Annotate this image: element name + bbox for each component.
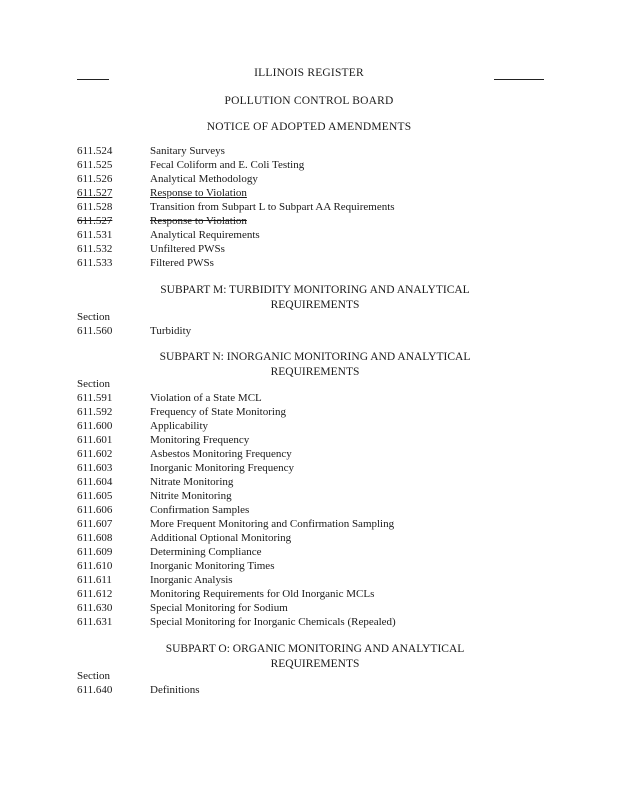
entry-number: 611.560	[77, 325, 113, 337]
entry-number: 611.532	[77, 243, 113, 255]
section-label: Section	[77, 670, 110, 682]
entry-title: Asbestos Monitoring Frequency	[150, 448, 292, 460]
entry-title: Filtered PWSs	[150, 257, 214, 269]
entry-number: 611.630	[77, 602, 113, 614]
subpart-o-heading: SUBPART O: ORGANIC MONITORING AND ANALYTICAL REQUIREMENTS	[165, 643, 465, 670]
entry-title-deleted: Response to Violation	[150, 215, 247, 227]
entry-title: Monitoring Requirements for Old Inorganic MCLs	[150, 588, 375, 600]
entry-number-deleted: 611.527	[77, 215, 113, 227]
entry-title: Definitions	[150, 684, 200, 696]
header-rule-left	[77, 79, 109, 80]
entry-title: More Frequent Monitoring and Confirmation Sampling	[150, 518, 395, 530]
entry-title-added: Response to Violation	[150, 187, 247, 199]
entry-number: 611.611	[77, 574, 112, 586]
subpart-m-heading: SUBPART M: TURBIDITY MONITORING AND ANALYTICAL REQUIREMENTS	[160, 284, 470, 311]
register-title: ILLINOIS REGISTER	[254, 67, 364, 79]
entry-number: 611.592	[77, 406, 113, 418]
entry-title: Frequency of State Monitoring	[150, 406, 286, 418]
entry-number: 611.526	[77, 173, 113, 185]
entry-title: Inorganic Monitoring Frequency	[150, 462, 294, 474]
entry-number: 611.631	[77, 616, 113, 628]
entry-number: 611.533	[77, 257, 113, 269]
section-label: Section	[77, 311, 110, 323]
entry-title: Applicability	[150, 420, 209, 432]
entry-number: 611.607	[77, 518, 113, 530]
section-label: Section	[77, 378, 110, 390]
entry-title: Monitoring Frequency	[150, 434, 250, 446]
entry-number: 611.605	[77, 490, 113, 502]
entry-title: Fecal Coliform and E. Coli Testing	[150, 159, 305, 171]
entry-title: Confirmation Samples	[150, 504, 250, 516]
entry-title: Inorganic Monitoring Times	[150, 560, 275, 572]
header-rule-right	[494, 79, 544, 80]
entry-title: Determining Compliance	[150, 546, 262, 558]
entry-number: 611.603	[77, 462, 113, 474]
entry-title: Special Monitoring for Sodium	[150, 602, 288, 614]
entry-number: 611.612	[77, 588, 113, 600]
entry-title: Turbidity	[150, 325, 192, 337]
entry-number: 611.591	[77, 392, 113, 404]
entry-title: Additional Optional Monitoring	[150, 532, 292, 544]
entry-number: 611.524	[77, 145, 113, 157]
entry-number: 611.606	[77, 504, 113, 516]
entry-number: 611.604	[77, 476, 113, 488]
entry-title: Analytical Requirements	[150, 229, 260, 241]
entry-number: 611.640	[77, 684, 113, 696]
entry-number: 611.531	[77, 229, 113, 241]
entry-title: Sanitary Surveys	[150, 145, 225, 157]
subpart-n-heading: SUBPART N: INORGANIC MONITORING AND ANALYTICAL REQUIREMENTS	[159, 351, 471, 378]
entry-number: 611.609	[77, 546, 113, 558]
entry-title: Unfiltered PWSs	[150, 243, 225, 255]
entry-number: 611.600	[77, 420, 113, 432]
entry-number: 611.610	[77, 560, 113, 572]
entry-title: Violation of a State MCL	[150, 392, 262, 404]
entry-title: Analytical Methodology	[150, 173, 258, 185]
entry-number: 611.528	[77, 201, 113, 213]
entry-number: 611.602	[77, 448, 113, 460]
entry-title: Nitrate Monitoring	[150, 476, 234, 488]
notice-title: NOTICE OF ADOPTED AMENDMENTS	[206, 121, 412, 133]
board-title: POLLUTION CONTROL BOARD	[224, 95, 394, 107]
entry-number: 611.525	[77, 159, 113, 171]
entry-title: Inorganic Analysis	[150, 574, 233, 586]
entry-number: 611.608	[77, 532, 113, 544]
entry-title: Nitrite Monitoring	[150, 490, 232, 502]
entry-title: Transition from Subpart L to Subpart AA Requirements	[150, 201, 395, 213]
entry-number-added: 611.527	[77, 187, 113, 199]
entry-number: 611.601	[77, 434, 113, 446]
entry-title: Special Monitoring for Inorganic Chemicals (Repealed)	[150, 616, 396, 628]
